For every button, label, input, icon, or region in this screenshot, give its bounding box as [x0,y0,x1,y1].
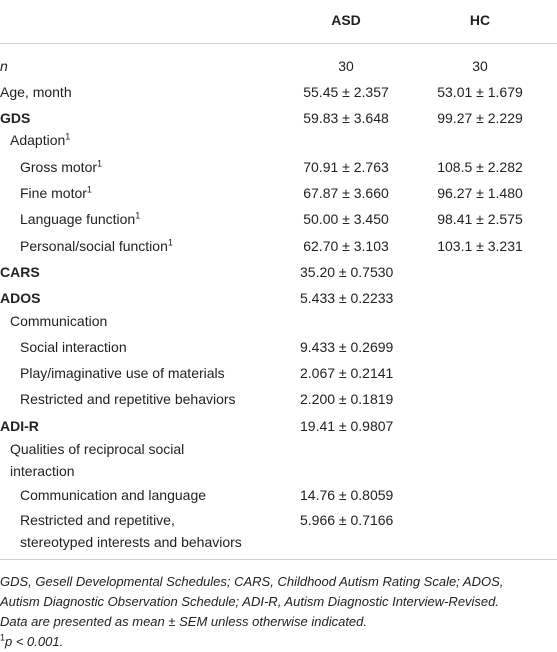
column-header-asd: ASD [331,12,361,28]
row-label: ADOS [0,290,41,306]
row-label: Play/imaginative use of materials [20,365,225,381]
footnote [0,632,552,652]
table-row [0,209,557,235]
row-label: n [0,58,8,74]
asd-value: 62.70 ± 3.103 [303,238,389,254]
asd-value: 55.45 ± 2.357 [303,84,389,100]
row-label [10,130,70,150]
asd-value: 30 [338,58,354,74]
table-notes [0,572,552,652]
row-label-text: Personal/social function [20,238,168,254]
note-line: Autism Diagnostic Observation Schedule; ADI-R, Autism Diagnostic Interview-Revised. [0,594,500,609]
asd-value: 14.76 ± 0.8059 [300,487,394,503]
hc-value: 30 [472,58,488,74]
header-rule [0,43,557,44]
footnote-mark: 1 [97,158,103,169]
footnote-mark: 1 [86,184,92,195]
column-header-hc: HC [469,12,491,28]
asd-value: 67.87 ± 3.660 [303,185,389,201]
footnote-text: p < 0.001. [5,634,64,649]
hc-value: 99.27 ± 2.229 [437,110,523,126]
asd-value: 50.00 ± 3.450 [303,211,389,227]
row-label: Communication [10,313,108,329]
row-label-line: stereotyped interests and behaviors [20,534,242,550]
table-row [0,157,557,183]
asd-value: 5.433 ± 0.2233 [300,290,394,306]
row-label-line: interaction [10,463,75,479]
asd-value: 5.966 ± 0.7166 [300,512,394,528]
hc-value: 108.5 ± 2.282 [437,159,523,175]
table-row-label-wrapped [10,438,290,482]
row-label [20,236,173,256]
table-row [0,130,557,156]
table-row [0,262,557,288]
table-row [0,363,557,389]
footnote-mark: 1 [65,131,71,142]
row-label: GDS [0,110,31,126]
hc-value: 98.41 ± 2.575 [437,211,523,227]
hc-value: 53.01 ± 1.679 [437,84,523,100]
asd-value: 70.91 ± 2.763 [303,159,389,175]
footnote-mark: 1 [135,210,141,221]
row-label: Social interaction [20,339,127,355]
asd-value: 2.067 ± 0.2141 [300,365,394,381]
asd-value: 19.41 ± 0.9807 [300,418,394,434]
table-row [0,337,557,363]
note-line: Data are presented as mean ± SEM unless otherwise indicated. [0,614,367,629]
footnote-mark: 1 [167,237,173,248]
table-row-label-wrapped [20,509,295,553]
row-label: Communication and language [20,487,207,503]
row-label: CARS [0,264,40,280]
note-line: GDS, Gesell Developmental Schedules; CARS, Childhood Autism Rating Scale; ADOS, [0,574,504,589]
table-row [0,56,557,82]
row-label-line: Qualities of reciprocal social [10,441,185,457]
row-label-line: Restricted and repetitive, [20,512,175,528]
asd-value: 59.83 ± 3.648 [303,110,389,126]
asd-value: 9.433 ± 0.2699 [300,339,394,355]
row-label [20,157,102,177]
table-bottom-rule [0,559,557,560]
hc-value: 103.1 ± 3.231 [437,238,523,254]
row-label: Restricted and repetitive behaviors [20,391,236,407]
row-label [20,183,92,203]
table-row [0,485,557,511]
hc-value: 96.27 ± 1.480 [437,185,523,201]
row-label [20,209,140,229]
row-label-text: Gross motor [20,159,98,175]
row-label: Age, month [0,84,72,100]
row-label-text: Fine motor [20,185,87,201]
row-label: ADI-R [0,418,39,434]
table-row [0,236,557,262]
table-row [0,389,557,415]
table-row [0,183,557,209]
row-label-text: Language function [20,211,136,227]
asd-value: 35.20 ± 0.7530 [300,264,394,280]
table-row [0,311,557,337]
row-label-text: Adaption [10,132,66,148]
asd-value: 2.200 ± 0.1819 [300,391,394,407]
footnote-mark: 1 [0,632,6,643]
table-row [0,82,557,108]
